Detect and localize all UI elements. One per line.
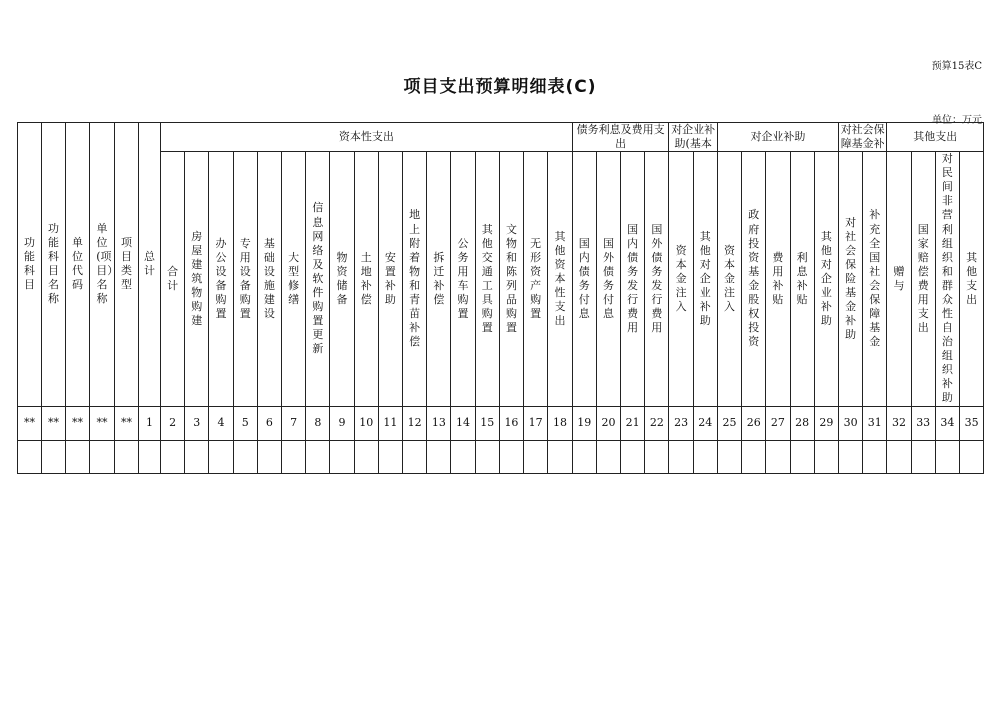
- sub-header-cell: [161, 152, 185, 406]
- index-cell: 19: [572, 406, 596, 440]
- data-cell: [524, 440, 548, 473]
- fixed-header-cell-label: 功能科目名称: [47, 222, 59, 306]
- data-cell: [354, 440, 378, 473]
- sub-header-cell-label: 国外债务付息: [602, 236, 614, 321]
- data-cell: [115, 440, 139, 473]
- sub-header-cell-label: 安置补助: [384, 250, 396, 306]
- group-header-cell: 对社会保障基金补: [838, 123, 886, 152]
- sub-header-cell: [790, 152, 814, 406]
- sub-header-cell-label: 拆迁补偿: [433, 250, 445, 306]
- index-cell: 15: [475, 406, 499, 440]
- data-cell: [548, 440, 572, 473]
- index-cell: 21: [621, 406, 645, 440]
- sub-header-cell-label: 利息补贴: [796, 250, 808, 306]
- sub-header-cell: [572, 152, 596, 406]
- data-cell: [911, 440, 935, 473]
- sub-header-cell-label: 赠与: [893, 264, 905, 292]
- sub-header-cell-label: 对社会保险基金补助: [845, 215, 857, 342]
- index-row: [18, 406, 984, 440]
- data-cell: [645, 440, 669, 473]
- sub-header-cell: [838, 152, 862, 406]
- sub-header-cell-label: 其他对企业补助: [820, 229, 832, 328]
- sub-header-cell: [185, 152, 209, 406]
- index-cell: 24: [693, 406, 717, 440]
- sub-header-cell-label: 物资储备: [336, 250, 348, 306]
- data-cell: [161, 440, 185, 473]
- data-cell: [693, 440, 717, 473]
- data-cell: [90, 440, 115, 473]
- fixed-header-cell: [18, 123, 42, 407]
- sub-header-cell: [693, 152, 717, 406]
- sub-header-cell: [887, 152, 911, 406]
- form-code: 预算15表C: [931, 61, 982, 72]
- index-cell: 11: [378, 406, 402, 440]
- sub-header-cell: [863, 152, 887, 406]
- index-cell: 31: [863, 406, 887, 440]
- index-cell: 35: [960, 406, 984, 440]
- data-cell: [403, 440, 427, 473]
- data-cell: [814, 440, 838, 473]
- sub-header-cell: [935, 152, 959, 406]
- sub-header-cell: [233, 152, 257, 406]
- data-cell: [66, 440, 90, 473]
- sub-header-cell-label: 公务用车购置: [457, 236, 469, 321]
- index-cell: 12: [403, 406, 427, 440]
- group-header-cell: 对企业补助(基本: [669, 123, 717, 152]
- header-row-items: [18, 152, 984, 406]
- data-cell: [621, 440, 645, 473]
- sub-header-cell-label: 房屋建筑物购建: [191, 229, 203, 328]
- index-cell: 27: [766, 406, 790, 440]
- sub-header-cell: [282, 152, 306, 406]
- sub-header-cell-label: 地上附着物和青苗补偿: [409, 208, 421, 349]
- index-cell: 32: [887, 406, 911, 440]
- sub-header-cell: [960, 152, 984, 406]
- data-cell: [960, 440, 984, 473]
- index-cell: 30: [838, 406, 862, 440]
- sub-header-cell-label: 其他对企业补助: [699, 229, 711, 328]
- data-cell: [257, 440, 281, 473]
- sub-header-cell: [814, 152, 838, 406]
- sub-header-cell: [742, 152, 766, 406]
- budget-table: [17, 122, 984, 474]
- sub-header-cell-label: 资本金注入: [675, 243, 687, 313]
- group-header-cell: 债务利息及费用支出: [572, 123, 669, 152]
- index-cell: 22: [645, 406, 669, 440]
- table-row: [18, 440, 984, 473]
- fixed-header-cell-label: 项目类型: [120, 236, 132, 292]
- fixed-header-cell: [90, 123, 119, 407]
- sub-header-cell-label: 土地补偿: [360, 250, 372, 306]
- index-cell: 8: [306, 406, 330, 440]
- index-cell: 20: [596, 406, 620, 440]
- sub-header-cell-label: 费用补贴: [772, 250, 784, 306]
- index-cell: 5: [233, 406, 257, 440]
- data-cell: [185, 440, 209, 473]
- fixed-header-cell-label: 单位(项目）名称: [96, 222, 119, 306]
- data-cell: [572, 440, 596, 473]
- sub-header-cell-label: 国内债务发行费用: [627, 222, 639, 335]
- sub-header-cell-label: 其他资本性支出: [554, 229, 566, 328]
- data-cell: [139, 440, 161, 473]
- index-cell: 1: [139, 406, 161, 440]
- sub-header-cell: [257, 152, 281, 406]
- sub-header-cell: [499, 152, 523, 406]
- sub-header-cell-label: 合计: [167, 264, 179, 292]
- data-cell: [887, 440, 911, 473]
- index-cell: 9: [330, 406, 354, 440]
- fixed-header-cell-label: 功能科目: [23, 236, 35, 292]
- sub-header-cell: [645, 152, 669, 406]
- data-cell: [742, 440, 766, 473]
- group-header-cell: 资本性支出: [161, 123, 573, 152]
- data-cell: [935, 440, 959, 473]
- group-header-cell: 其他支出: [887, 123, 984, 152]
- index-cell: 33: [911, 406, 935, 440]
- index-cell: **: [115, 406, 139, 440]
- sub-header-cell: [475, 152, 499, 406]
- sub-header-cell: [766, 152, 790, 406]
- index-cell: 17: [524, 406, 548, 440]
- index-cell: 13: [427, 406, 451, 440]
- index-cell: 23: [669, 406, 693, 440]
- sub-header-cell-label: 基础设施建设: [263, 236, 275, 321]
- fixed-header-cell: [115, 123, 139, 407]
- sub-header-cell-label: 国外债务发行费用: [651, 222, 663, 335]
- data-cell: [451, 440, 475, 473]
- sub-header-cell-label: 文物和陈列品购置: [505, 222, 517, 335]
- data-cell: [717, 440, 741, 473]
- data-cell: [427, 440, 451, 473]
- group-header-cell: 对企业补助: [717, 123, 838, 152]
- sub-header-cell: [209, 152, 233, 406]
- index-cell: 28: [790, 406, 814, 440]
- sub-header-cell-label: 政府投资基金股权投资: [748, 208, 760, 349]
- sub-header-cell-label: 无形资产购置: [530, 236, 542, 321]
- data-cell: [790, 440, 814, 473]
- data-cell: [475, 440, 499, 473]
- index-cell: 10: [354, 406, 378, 440]
- fixed-header-cell: [139, 123, 161, 407]
- sub-header-cell: [717, 152, 741, 406]
- data-cell: [209, 440, 233, 473]
- sub-header-cell-label: 国家赔偿费用支出: [917, 222, 929, 335]
- sub-header-cell: [330, 152, 354, 406]
- sub-header-cell-label: 专用设备购置: [239, 236, 251, 321]
- index-cell: 26: [742, 406, 766, 440]
- index-cell: 18: [548, 406, 572, 440]
- sub-header-cell: [621, 152, 645, 406]
- sub-header-cell-label: 其他支出: [966, 250, 978, 306]
- sub-header-cell-label: 补充全国社会保障基金: [869, 208, 881, 349]
- fixed-header-cell-label: 总计: [143, 250, 155, 278]
- index-cell: **: [90, 406, 115, 440]
- data-cell: [863, 440, 887, 473]
- sub-header-cell-label: 办公设备购置: [215, 236, 227, 321]
- index-cell: 29: [814, 406, 838, 440]
- data-cell: [838, 440, 862, 473]
- fixed-header-cell-label: 单位代码: [71, 236, 83, 292]
- fixed-header-cell: [66, 123, 90, 407]
- sub-header-cell: [403, 152, 427, 406]
- index-cell: 4: [209, 406, 233, 440]
- sub-header-cell-label: 国内债务付息: [578, 236, 590, 321]
- data-cell: [378, 440, 402, 473]
- data-cell: [596, 440, 620, 473]
- sub-header-cell: [596, 152, 620, 406]
- index-cell: **: [18, 406, 42, 440]
- index-cell: 25: [717, 406, 741, 440]
- sub-header-cell-label: 资本金注入: [724, 243, 735, 313]
- data-cell: [766, 440, 790, 473]
- sub-header-cell: [306, 152, 330, 406]
- sub-header-cell: [378, 152, 402, 406]
- index-cell: 7: [282, 406, 306, 440]
- index-cell: 3: [185, 406, 209, 440]
- sub-header-cell: [451, 152, 475, 406]
- index-cell: 16: [499, 406, 523, 440]
- sub-header-cell-label: 信息网络及软件购置更新: [312, 201, 324, 356]
- data-cell: [42, 440, 66, 473]
- sub-header-cell-label: 其他交通工具购置: [481, 222, 493, 335]
- fixed-header-cell: [42, 123, 66, 407]
- sub-header-cell-label: 大型修缮: [288, 250, 300, 306]
- sub-header-cell: [548, 152, 572, 406]
- data-cell: [282, 440, 306, 473]
- index-cell: 14: [451, 406, 475, 440]
- unit-label: 单位：万元: [932, 115, 982, 126]
- data-cell: [233, 440, 257, 473]
- data-cell: [330, 440, 354, 473]
- data-cell: [669, 440, 693, 473]
- data-cell: [18, 440, 42, 473]
- page-title: 项目支出预算明细表(C): [403, 77, 597, 97]
- data-cell: [499, 440, 523, 473]
- sub-header-cell: [354, 152, 378, 406]
- sub-header-cell: [427, 152, 451, 406]
- index-cell: **: [66, 406, 90, 440]
- data-cell: [306, 440, 330, 473]
- index-cell: **: [42, 406, 66, 440]
- index-cell: 2: [161, 406, 185, 440]
- sub-header-cell: [669, 152, 693, 406]
- sub-header-cell-label: 对民间非营利组织和群众性自治组织补助: [941, 152, 953, 405]
- header-row-groups: [18, 123, 984, 152]
- index-cell: 34: [935, 406, 959, 440]
- index-cell: 6: [257, 406, 281, 440]
- sub-header-cell: [524, 152, 548, 406]
- sub-header-cell: [911, 152, 935, 406]
